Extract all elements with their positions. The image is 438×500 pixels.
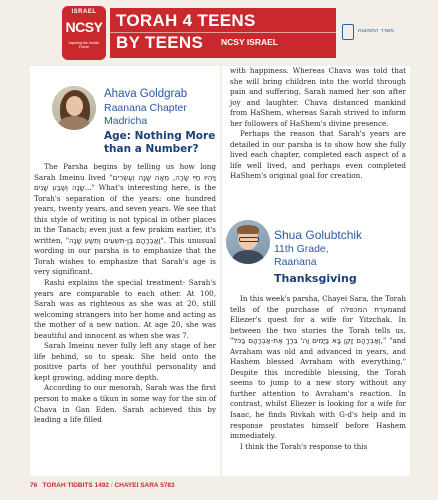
paragraph: According to our mesorah, Sarah was the first person to make a tikun in some way for the sin of Chava in Gan Eden. Sarah achieved this by leading a life filled xyxy=(34,383,216,425)
section-title-line1: TORAH 4 TEENS xyxy=(116,11,256,30)
logo-mark: NCSY xyxy=(65,19,103,35)
paragraph: Perhaps the reason that Sarah's years are detailed in our parsha is to show how she fully lived each chapter, completed each aspect of a life well lived, and perhaps even completed HaShem's original goal for creation. xyxy=(230,129,406,181)
hebrew-quote: מערת המכפלה xyxy=(340,304,393,314)
author-photo-ahava xyxy=(52,86,96,130)
paragraph: with happiness. Whereas Chava was told that she will bring children into the world through pain and suffering, Sarah named her son after joy and laughter. Chava distanced mankind from HaShem, whereas Sarah strived to inform her followers of HaShem's divine presence. xyxy=(230,66,406,128)
paragraph: Sarah Imeinu never fully left any stage of her life behind, so to speak. She held onto the positive parts of her youthful personality and kept growing, adding more depth. xyxy=(34,341,216,382)
publication-name: TORAH TIDBITS 1492 xyxy=(42,482,109,489)
page-number: 76 xyxy=(30,482,38,489)
logo-tagline: Inspiring the Jewish Future xyxy=(68,41,100,49)
issue-name: CHAYEI SARA 5783 xyxy=(114,482,175,489)
author-role-line2: Raanana xyxy=(274,256,317,268)
partner-logo-text: משרד התפוצות xyxy=(358,28,395,34)
paragraph: Rashi explains the special treatment- Sarah's years are comparable to each other. At 100, Sarah was as righteous as she was at 20, still welcoming strangers into her home and acting as the mother of a new nation. At age 20, she was beautiful and innocent as when she was 7. xyxy=(34,278,216,340)
author-block xyxy=(30,66,220,160)
author-name: Shua Golubtchik xyxy=(274,228,363,242)
article-body xyxy=(34,162,216,426)
section-title-box xyxy=(110,8,336,58)
ncsy-logo xyxy=(62,6,106,60)
article-title: Thanksgiving xyxy=(274,272,357,285)
article-body xyxy=(230,294,406,452)
hebrew-quote: וְאַבְרָהָם זָקֵן בָּא בַּיָּמִים וַה' בֵּרַךְ אֶת-אַבְרָהָם בַּכֹּל xyxy=(233,336,381,346)
author-role-line1: 11th Grade, xyxy=(274,243,329,255)
page-header xyxy=(0,0,438,66)
paragraph: In this week's parsha, Chayei Sara, the Torah tells of the purchase of מערת המכפלהand Eliezer's quest for a wife for Yitzchak. In between the two stories the Torah tells us, "וְאַבְרָהָם זָקֵן בָּא בַּיָּמִים וַה' בֵּרַךְ אֶת-אַבְרָהָם בַּכֹּל," "and Avraham was old and advanced in years, and Hashem blessed Avraham with everything." Despite this incredible blessing, the Torah seems to jump to a new story without any further attention to Avraham's reaction. In contrast, whilst Eliezer is looking for a wife for Isaac, he finds Rivkah with G-d's help and in response prostates himself before Hashem immediately. xyxy=(230,294,406,441)
logo-top-text: ISRAEL xyxy=(71,9,97,15)
partner-logos xyxy=(342,22,434,50)
article-continuation xyxy=(230,66,406,182)
hebrew-quote: וַאֲבְרָהָם בֶּן-תִּשְׁעִים וְתֵשַׁע שָׁנָה xyxy=(69,235,161,245)
state-emblem-icon xyxy=(342,24,354,40)
hebrew-quote: וַיִּהְיוּ חַיֵּי שָׂרָה, מֵאָה שָׁנָה וְעֶשְׂרִים שָׁנָה וְשֶׁבַע שָׁנִים xyxy=(34,172,216,193)
right-column xyxy=(222,66,410,476)
section-subtitle: NCSY ISRAEL xyxy=(221,37,278,47)
article-title: Age: Nothing More than a Number? xyxy=(104,130,216,155)
left-article xyxy=(30,66,220,476)
section-title-line2: BY TEENS xyxy=(116,33,204,52)
author-role-line1: Raanana Chapter xyxy=(104,102,187,114)
page-footer xyxy=(30,482,175,489)
author-role-line2: Madricha xyxy=(104,115,148,127)
author-photo-shua xyxy=(226,220,270,264)
paragraph: I think the Torah's response to this xyxy=(240,441,368,451)
footer-separator: / xyxy=(110,482,113,489)
author-name: Ahava Goldgrab xyxy=(104,88,188,100)
paragraph: The Parsha begins by telling us how long Sarah Imeinu lived "וַיִּהְיוּ חַיֵּי שָׂרָה, מֵאָה שָׁנָה וְעֶשְׂרִים שָׁנָה וְשֶׁבַע שָׁנִים..." What's interesting here, is the Torah's separation of the years: one hundred years, twenty years, and seven years. We see that this style of writing is not typical in other places in the Tanach; even just a few prakim earlier, it's written, "וַאֲבְרָהָם בֶּן-תִּשְׁעִים וְתֵשַׁע שָׁנָה". This unusual wording in our parsha is to emphasize that the Torah wishes to emphasize that Sarah's age is very significant. xyxy=(34,162,217,277)
